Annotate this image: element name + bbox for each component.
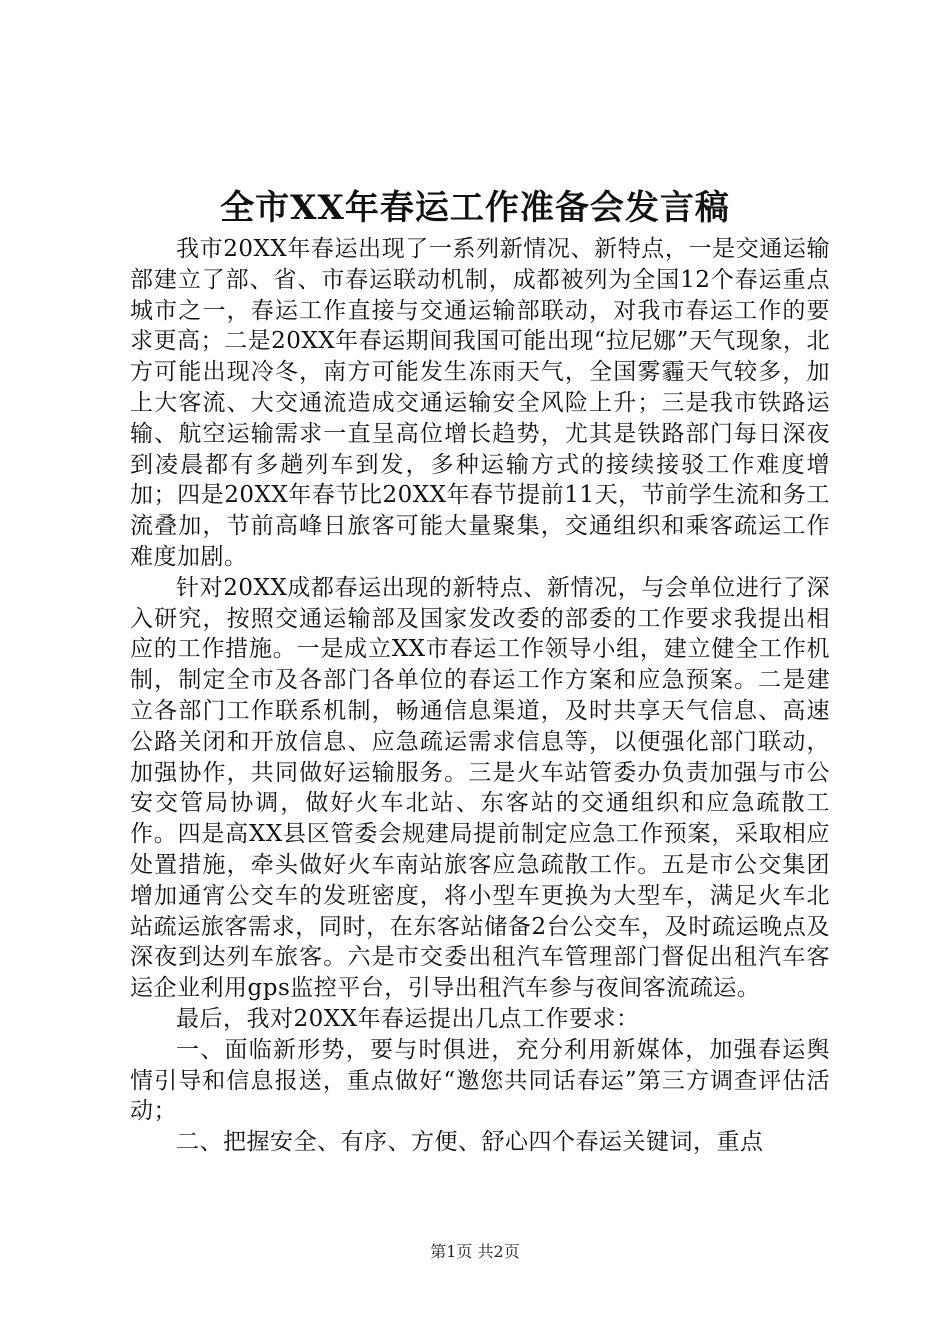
document-body <box>130 234 830 1158</box>
document-title: 全市XX年春运工作准备会发言稿 <box>220 188 730 228</box>
paragraph-requirement-1: 一、面临新形势，要与时俱进，充分利用新媒体，加强春运舆情引导和信息报送，重点做好“邀您共同话春运”第三方调查评估活动； <box>130 1036 830 1125</box>
paragraph-situation: 我市20XX年春运出现了一系列新情况、新特点，一是交通运输部建立了部、省、市春运联动机制，成都被列为全国12个春运重点城市之一，春运工作直接与交通运输部联动，对我市春运工作的要求更高；二是20XX年春运期间我国可能出现“拉尼娜”天气现象，北方可能出现冷冬，南方可能发生冻雨天气，全国雾霾天气较多，加上大客流、大交通流造成交通运输安全风险上升；三是我市铁路运输、航空运输需求一直呈高位增长趋势，尤其是铁路部门每日深夜到凌晨都有多趟列车到发，多种运输方式的接续接驳工作难度增加；四是20XX年春节比20XX年春节提前11天，节前学生流和务工流叠加，节前高峰日旅客可能大量聚集，交通组织和乘客疏运工作难度加剧。 <box>130 236 830 570</box>
page-footer: 第1页 共2页 <box>430 1242 520 1261</box>
paragraph-requirements-intro: 最后，我对20XX年春运提出几点工作要求： <box>176 1005 640 1032</box>
paragraph-measures: 针对20XX成都春运出现的新特点、新情况，与会单位进行了深入研究，按照交通运输部及国家发改委的部委的工作要求我提出相应的工作措施。一是成立XX市春运工作领导小组，建立健全工作机制，制定全市及各部门各单位的春运工作方案和应急预案。二是建立各部门工作联系机制，畅通信息渠道，及时共享天气信息、高速公路关闭和开放信息、应急疏运需求信息等，以便强化部门联动，加强协作，共同做好运输服务。三是火车站管委办负责加强与市公安交管局协调，做好火车北站、东客站的交通组织和应急疏散工作。四是高XX县区管委会规建局提前制定应急工作预案，采取相应处置措施，牵头做好火车南站旅客应急疏散工作。五是市公交集团增加通宵公交车的发班密度，将小型车更换为大型车，满足火车北站疏运旅客需求，同时，在东客站储备2台公交车，及时疏运晚点及深夜到达列车旅客。六是市交委出租汽车管理部门督促出租汽车客运企业利用gps监控平台，引导出租汽车参与夜间客流疏运。 <box>130 574 830 1002</box>
paragraph-requirement-2: 二、把握安全、有序、方便、舒心四个春运关键词，重点 <box>176 1129 764 1156</box>
